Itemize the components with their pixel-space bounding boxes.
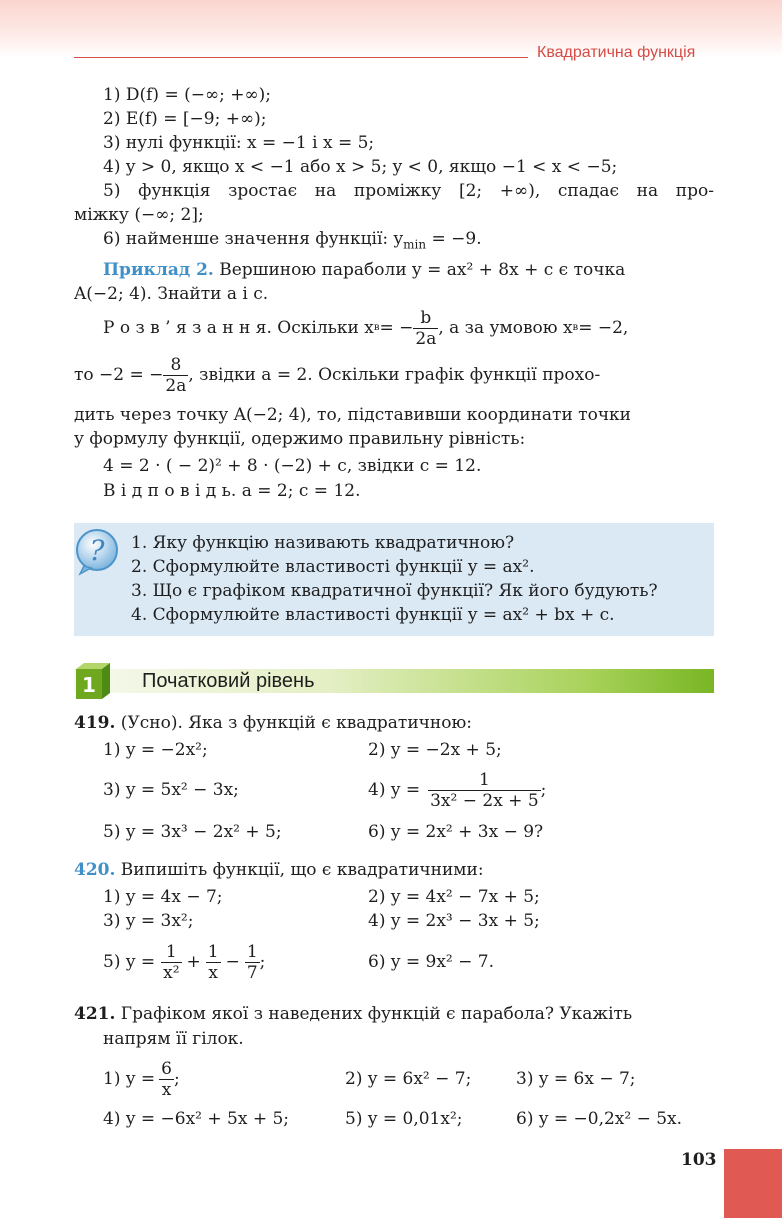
exercise-419-item-4 xyxy=(368,766,546,814)
fraction-denominator: x xyxy=(206,962,221,983)
prop-1: 1) D(f) = (−∞; +∞); xyxy=(103,85,272,105)
question-1: 1. Яку функцію називають квадратичною? xyxy=(131,533,515,553)
fraction-denominator: x² xyxy=(163,962,180,983)
svg-text:?: ? xyxy=(89,534,105,567)
question-mark-bubble-icon xyxy=(74,528,122,576)
solution-line-3: дить через точку A(−2; 4), то, підставивши координати точки xyxy=(74,405,632,425)
fraction-denominator: 2a xyxy=(415,328,437,349)
exercise-421-item-2: 2) y = 6x² − 7; xyxy=(345,1069,472,1089)
exercise-420-heading xyxy=(74,859,484,881)
answer-label: В і д п о в і д ь. xyxy=(103,481,237,501)
corner-tab xyxy=(724,1149,782,1218)
fraction-numerator: 1 xyxy=(165,941,177,962)
solution-text-d: = −2, xyxy=(578,318,629,338)
question-2: 2. Сформулюйте властивості функції y = ax². xyxy=(131,557,535,577)
solution-sub-2: в xyxy=(572,322,579,333)
exercise-420-item-4: 4) y = 2x³ − 3x + 5; xyxy=(368,911,540,931)
exercise-421-item-1-lead: 1) y = xyxy=(103,1069,156,1089)
exercise-421-item-1-end: ; xyxy=(173,1069,180,1089)
fraction-numerator: 6 xyxy=(161,1058,172,1079)
fraction-8-over-2a xyxy=(163,355,188,396)
exercise-420-item-2: 2) y = 4x² − 7x + 5; xyxy=(368,887,540,907)
solution-label: Р о з в ’ я з а н н я. xyxy=(103,318,272,338)
green-cube-1-icon xyxy=(72,661,112,701)
solution-text-a: Оскільки x xyxy=(277,318,374,338)
exercise-421-text-2: напрям її гілок. xyxy=(103,1029,244,1049)
prop-5-cont: міжку (−∞; 2]; xyxy=(74,205,204,225)
exercise-420-item-1: 1) y = 4x − 7; xyxy=(103,887,223,907)
fraction-1-over-7 xyxy=(245,942,260,983)
fraction-b-over-2a xyxy=(413,308,438,349)
question-3: 3. Що є графіком квадратичної функції? Як його будують? xyxy=(131,581,658,601)
exercise-421-item-4: 4) y = −6x² + 5x + 5; xyxy=(103,1109,290,1129)
exercise-419-item-6: 6) y = 2x² + 3x − 9? xyxy=(368,822,544,842)
header-rule xyxy=(74,57,528,58)
fraction-denominator: 2a xyxy=(165,375,187,396)
solution-line-4: у формулу функції, одержимо правильну рівність: xyxy=(74,429,526,449)
operator-minus: − xyxy=(225,952,240,972)
exercise-421-item-3: 3) y = 6x − 7; xyxy=(516,1069,636,1089)
exercise-419-text: (Усно). Яка з функцій є квадратичною: xyxy=(115,713,472,733)
solution-line-2 xyxy=(74,352,600,398)
prop-6 xyxy=(103,228,482,255)
example-text: Вершиною параболи y = ax² + 8x + c є точка xyxy=(213,260,626,280)
header-title: Квадратична функція xyxy=(537,44,696,61)
exercise-421-text: Графіком якої з наведених функцій є парабола? Укажіть xyxy=(115,1004,633,1024)
exercise-420-item-5-end: ; xyxy=(259,952,266,972)
fraction-1-over-poly xyxy=(428,770,541,811)
fraction-numerator: 1 xyxy=(246,941,258,962)
fraction-denominator: x xyxy=(159,1079,174,1100)
exercise-421-item-6: 6) y = −0,2x² − 5x. xyxy=(516,1109,683,1129)
exercise-420-item-3: 3) y = 3x²; xyxy=(103,911,194,931)
solution-text-e: то −2 = − xyxy=(74,365,164,385)
fraction-1-over-x xyxy=(206,942,221,983)
exercise-419-item-4-end: ; xyxy=(540,780,547,800)
prop-4: 4) y > 0, якщо x < −1 або x > 5; y < 0, якщо −1 < x < −5; xyxy=(103,157,618,177)
solution-text-b: = − xyxy=(379,318,414,338)
exercise-419-item-4-lead: 4) y = xyxy=(368,780,421,800)
example-label: Приклад 2. xyxy=(103,260,214,280)
exercise-420-item-5 xyxy=(103,938,265,986)
exercise-419-number: 419. xyxy=(74,713,116,733)
level-title: Початковий рівень xyxy=(142,670,315,692)
question-4: 4. Сформулюйте властивості функції y = ax² + bx + c. xyxy=(131,605,615,625)
answer-text: a = 2; c = 12. xyxy=(236,481,361,501)
solution-text-c: , а за умовою x xyxy=(438,318,573,338)
exercise-420-text: Випишіть функції, що є квадратичними: xyxy=(115,860,484,880)
fraction-numerator: b xyxy=(420,307,432,328)
exercise-419-item-1: 1) y = −2x²; xyxy=(103,740,208,760)
fraction-denominator: 3x² − 2x + 5 xyxy=(430,790,539,811)
exercise-419-item-2: 2) y = −2x + 5; xyxy=(368,740,502,760)
solution-line-5: 4 = 2 · ( − 2)² + 8 · (−2) + c, звідки c = 12. xyxy=(103,456,482,476)
exercise-421-item-1 xyxy=(103,1055,180,1103)
solution-line xyxy=(103,305,628,351)
exercise-419-item-5: 5) y = 3x³ − 2x² + 5; xyxy=(103,822,282,842)
fraction-1-over-x2 xyxy=(161,942,181,983)
answer-line xyxy=(103,480,360,502)
fraction-numerator: 8 xyxy=(170,354,182,375)
prop-6-sub: min xyxy=(403,237,427,252)
exercise-421-heading xyxy=(74,1003,714,1025)
level-number: 1 xyxy=(82,673,96,697)
solution-sub-1: в xyxy=(373,322,380,333)
exercise-419-heading xyxy=(74,712,472,734)
exercise-420-number: 420. xyxy=(74,860,116,880)
fraction-numerator: 1 xyxy=(207,941,219,962)
prop-6-text: 6) найменше значення функції: y xyxy=(103,229,404,249)
example-line-2: A(−2; 4). Знайти a і c. xyxy=(74,284,269,304)
exercise-419-item-3: 3) y = 5x² − 3x; xyxy=(103,780,239,800)
exercise-420-item-6: 6) y = 9x² − 7. xyxy=(368,952,494,972)
prop-6-rest: = −9. xyxy=(426,229,482,249)
example-line-1 xyxy=(103,259,714,281)
fraction-numerator: 1 xyxy=(478,769,490,790)
exercise-421-item-5: 5) y = 0,01x²; xyxy=(345,1109,463,1129)
page-number: 103 xyxy=(681,1150,717,1170)
prop-3: 3) нулі функції: x = −1 і x = 5; xyxy=(103,133,375,153)
solution-text-f: , звідки a = 2. Оскільки графік функції прохо- xyxy=(188,365,601,385)
operator-plus: + xyxy=(186,952,201,972)
exercise-421-number: 421. xyxy=(74,1004,116,1024)
fraction-denominator: 7 xyxy=(246,962,258,983)
fraction-6-over-x xyxy=(159,1059,174,1100)
exercise-420-item-5-lead: 5) y = xyxy=(103,952,156,972)
prop-2: 2) E(f) = [−9; +∞); xyxy=(103,109,267,129)
prop-5: 5) функція зростає на проміжку [2; +∞), спадає на про- xyxy=(103,181,714,201)
